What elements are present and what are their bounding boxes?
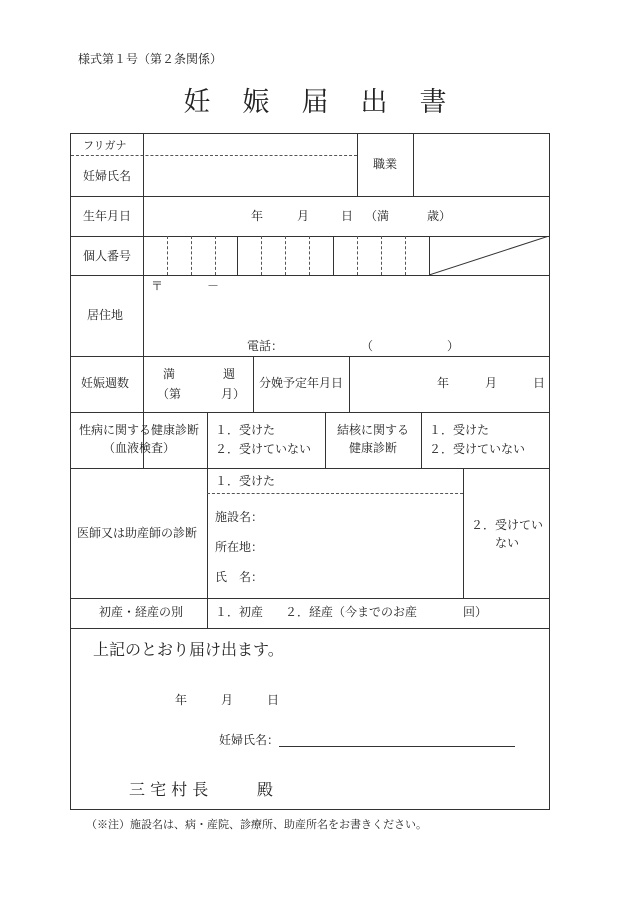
due-label: 分娩予定年月日 — [259, 376, 344, 390]
signature-line[interactable] — [279, 746, 515, 747]
cell-divider — [357, 134, 358, 196]
cell-divider — [333, 236, 334, 275]
doctor-option-not-received[interactable] — [464, 516, 550, 552]
tb-label — [325, 421, 421, 457]
digit-divider — [261, 236, 262, 275]
cell-divider — [349, 356, 350, 412]
title-char: 妊 — [183, 87, 211, 118]
weeks-unit: 週 — [223, 367, 236, 381]
digit-divider — [357, 236, 358, 275]
tb-option-received[interactable]: １．受けた — [429, 423, 490, 437]
row-divider — [71, 468, 549, 469]
tb-label-line2: 健康診断 — [348, 441, 397, 455]
std-label — [71, 421, 207, 457]
std-option-not-received[interactable]: ２．受けていない — [215, 442, 312, 456]
parity-option-multi[interactable]: ２．経産（今までのお産 — [285, 605, 418, 619]
title-char: 書 — [419, 87, 447, 118]
digit-divider — [285, 236, 286, 275]
doctor-opt2-line2: ない — [494, 536, 519, 550]
row-divider — [71, 598, 549, 599]
form-table — [70, 133, 550, 810]
std-option-received[interactable]: １．受けた — [215, 423, 276, 437]
cell-divider — [237, 236, 238, 275]
title-char: 届 — [301, 87, 329, 118]
declaration-year: 年 — [175, 693, 188, 707]
digit-divider — [405, 236, 406, 275]
cell-divider — [207, 412, 208, 468]
title-char: 娠 — [242, 87, 270, 118]
address-label: 居住地 — [87, 308, 124, 322]
declaration-day: 日 — [267, 693, 280, 707]
cell-divider — [413, 134, 414, 196]
digit-divider — [215, 236, 216, 275]
declaration-month: 月 — [221, 693, 234, 707]
doctor-opt2-line1: ２．受けてい — [470, 518, 543, 532]
cell-divider — [421, 412, 422, 468]
label-column-divider — [143, 134, 144, 468]
label-column-divider — [207, 468, 208, 628]
weeks-label: 妊娠週数 — [81, 376, 130, 390]
std-label-line1: 性病に関する健康診断 — [78, 423, 199, 437]
due-month: 月 — [485, 376, 498, 390]
signer-label: 妊婦氏名： — [219, 733, 280, 747]
parity-option-first[interactable]: １．初産 — [215, 605, 264, 619]
phone-label: 電話： — [247, 339, 284, 353]
honorific: 殿 — [257, 780, 274, 799]
form-title — [0, 80, 630, 119]
due-day: 日 — [533, 376, 546, 390]
footnote: （※注）施設名は、病・産院、診療所、助産所名をお書きください。 — [86, 818, 427, 831]
person-label: 氏 名： — [215, 570, 264, 584]
birth-age-close: 歳） — [427, 209, 452, 223]
title-char: 出 — [360, 87, 388, 118]
form-number: 様式第１号（第２条関係） — [78, 52, 223, 66]
phone-open: （ — [361, 339, 374, 353]
furigana-label: フリガナ — [83, 139, 127, 152]
tb-option-not-received[interactable]: ２．受けていない — [429, 442, 526, 456]
doctor-option-received[interactable]: １．受けた — [215, 474, 276, 488]
name-label: 妊婦氏名 — [83, 169, 132, 183]
std-label-line2: （血液検査） — [102, 441, 175, 455]
birth-month: 月 — [297, 209, 310, 223]
mynumber-label: 個人番号 — [83, 249, 132, 263]
weeks-full: 満 — [163, 367, 176, 381]
addressee: 三 宅 村 長 — [129, 780, 209, 799]
postal-dash: － — [207, 279, 220, 293]
digit-divider — [167, 236, 168, 275]
occupation-label: 職業 — [373, 157, 398, 171]
tb-label-line1: 結核に関する — [336, 423, 409, 437]
postal-mark: 〒 — [151, 279, 164, 293]
cell-divider — [253, 356, 254, 412]
digit-divider — [309, 236, 310, 275]
doctor-divider — [207, 493, 463, 494]
birth-day: 日 — [341, 209, 354, 223]
parity-count: 回） — [463, 605, 488, 619]
declaration-text: 上記のとおり届け出ます。 — [93, 640, 284, 659]
birth-label: 生年月日 — [83, 209, 132, 223]
birth-year: 年 — [251, 209, 264, 223]
weeks-month-open: （第 — [157, 387, 182, 401]
facility-label: 施設名： — [215, 510, 264, 524]
due-year: 年 — [437, 376, 450, 390]
digit-divider — [381, 236, 382, 275]
birth-age-open: （満 — [365, 209, 390, 223]
row-divider — [71, 628, 549, 629]
phone-close: ） — [447, 339, 460, 353]
doctor-label: 医師又は助産師の診断 — [77, 526, 198, 540]
void-cell-diagonal — [429, 236, 549, 275]
digit-divider — [191, 236, 192, 275]
furigana-divider — [71, 155, 357, 156]
location-label: 所在地： — [215, 540, 264, 554]
weeks-month-close: 月） — [221, 387, 246, 401]
parity-label: 初産・経産の別 — [99, 605, 184, 619]
